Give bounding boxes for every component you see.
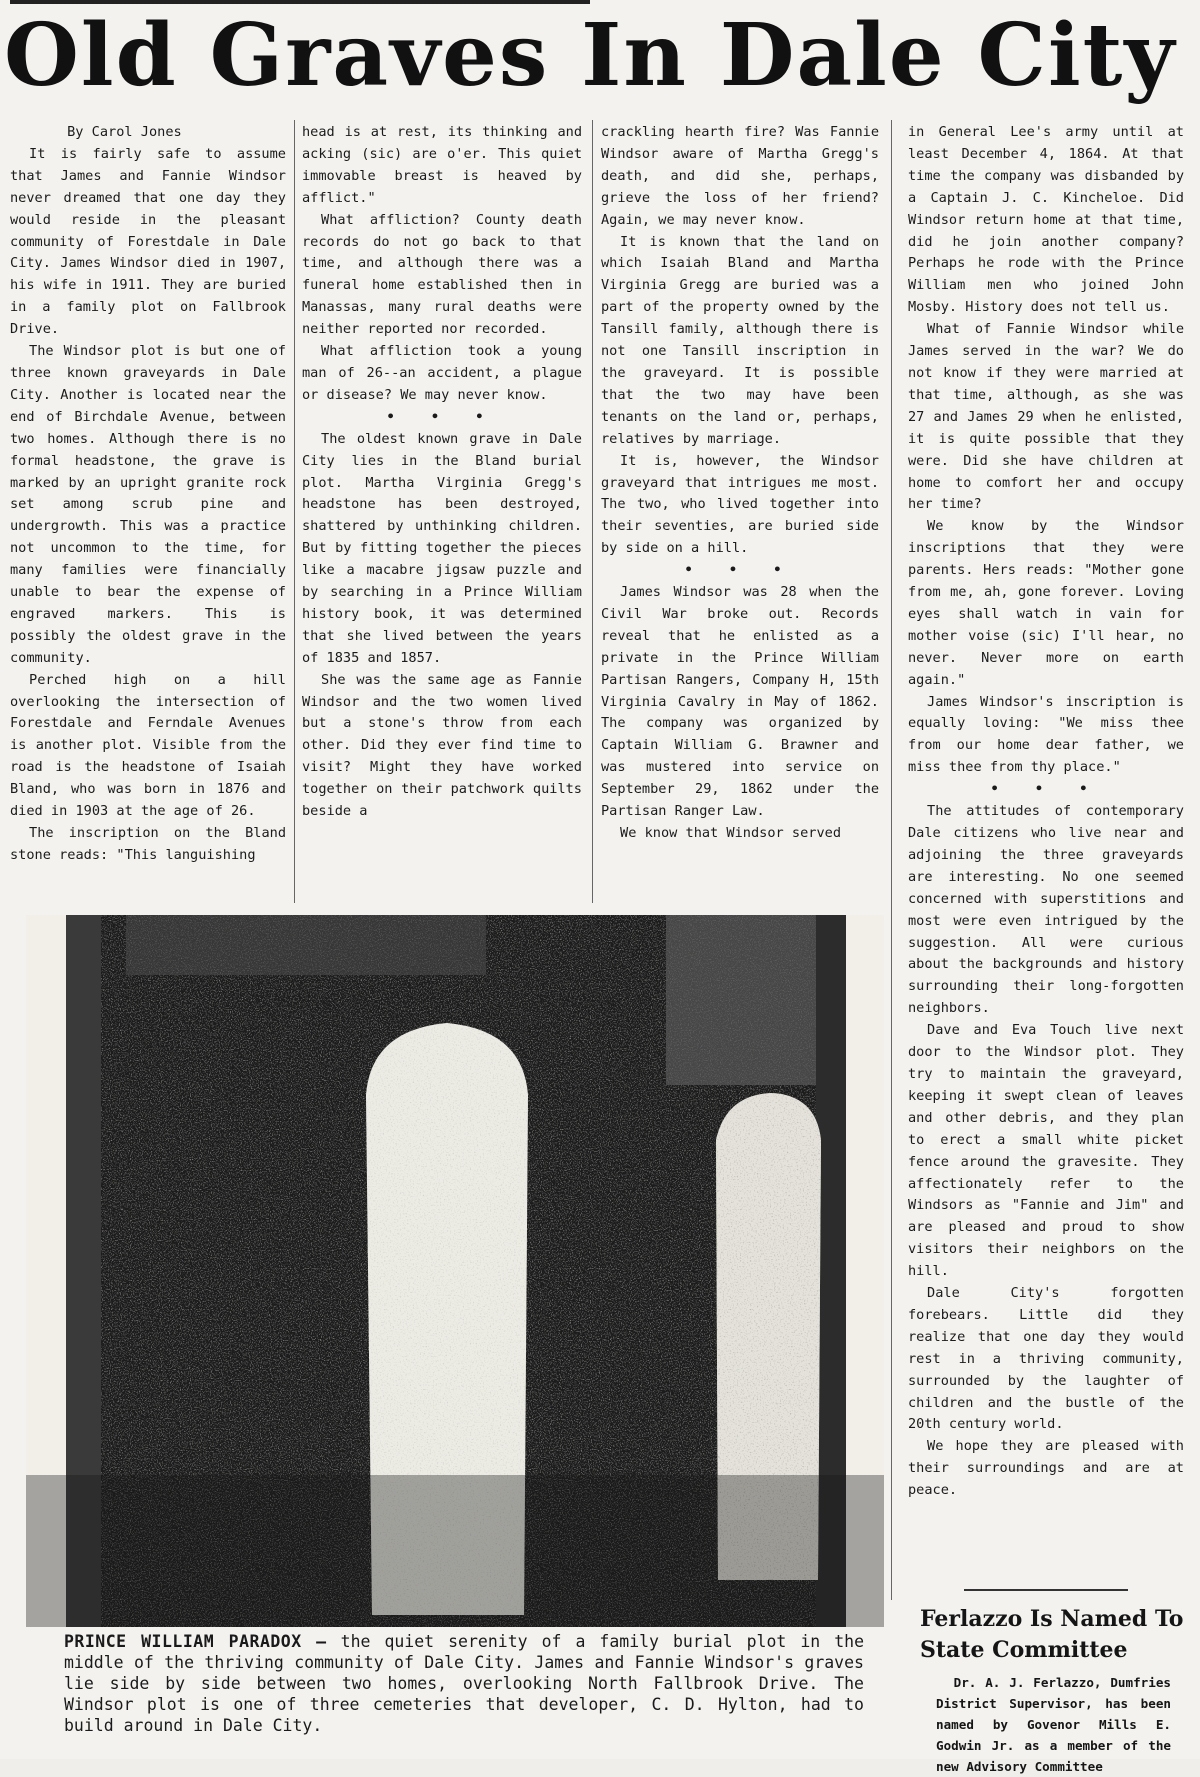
- article-column-3: [601, 122, 879, 905]
- paragraph: The attitudes of contemporary Dale citizens who live near and adjoining the three graveyards are interesting. No one seemed concerned with superstitions and most were even intrigued by the suggestion. All were curious about the backgrounds and history surrounding their long-forgotten neighbors.: [908, 803, 1184, 1017]
- paragraph: in General Lee's army until at least December 4, 1864. At that time the company was disbanded by a Captain J. C. Kincheloe. Did Windsor return home at that time, did he join another company? Perhaps he rode with the Prince William men who joined John Mosby. History does not tell us.: [908, 124, 1184, 316]
- paragraph: The inscription on the Bland stone reads: "This languishing: [10, 825, 286, 863]
- sidebar-story-body: [936, 1672, 1171, 1774]
- paragraph: It is, however, the Windsor graveyard that intrigues me most. The two, who lived together into their seventies, are buried side by side on a hill.: [601, 452, 879, 557]
- paragraph: It is fairly safe to assume that James and Fannie Windsor never dreamed that one day they would reside in the pleasant community of Forestdale in Dale City. James Windsor died in 1907, his wife in 1911. They are buried in a family plot on Fallbrook Drive.: [10, 145, 286, 338]
- paragraph: It is known that the land on which Isaiah Bland and Martha Virginia Gregg are buried was a part of the property owned by the Tansill family, although there is not one Tansill inscription in the graveyard. It is possible that the two may have been tenants on the land or, perhaps, relatives by marriage.: [601, 233, 879, 447]
- paragraph: The oldest known grave in Dale City lies in the Bland burial plot. Martha Virginia Gregg's headstone has been destroyed, shattered by unthinking children. But by fitting together the pieces like a macabre jigsaw puzzle and by searching in a Prince William history book, it was determined that she lived between the years of 1835 and 1857.: [302, 430, 582, 666]
- paragraph: Dr. A. J. Ferlazzo, Dumfries District Supervisor, has been named by Govenor Mills E. Godwin Jr. as a member of the new Advisory Committee: [936, 1675, 1171, 1774]
- paragraph: The Windsor plot is but one of three known graveyards in Dale City. Another is located near the end of Birchdale Avenue, between two homes. Although there is no formal headstone, the grave is marked by an upright granite rock set among scrub pine and undergrowth. This was a practice not uncommon to the time, for many families were financially unable to bear the expense of engraved markers. This is possibly the oldest grave in the community.: [10, 343, 286, 666]
- section-separator: • • •: [684, 562, 796, 579]
- paragraph: crackling hearth fire? Was Fannie Windsor aware of Martha Gregg's death, and did she, perhaps, grieve the loss of her friend? Again, we may never know.: [601, 124, 879, 228]
- paragraph: What affliction took a young man of 26--an accident, a plague or disease? We may never know.: [302, 343, 582, 403]
- column-divider: [592, 120, 593, 903]
- section-separator: • • •: [386, 408, 498, 425]
- article-column-2: [302, 122, 582, 905]
- paragraph: She was the same age as Fannie Windsor and the two women lived but a stone's throw from each other. Did they ever find time to visit? Might they have worked together on their patchwork quilts beside a: [302, 671, 582, 820]
- article-column-4: [908, 122, 1184, 1572]
- paragraph: head is at rest, its thinking and acking (sic) are o'er. This quiet immovable breast is heaved by afflict.": [302, 124, 582, 206]
- caption-title: PRINCE WILLIAM PARADOX —: [64, 1632, 327, 1651]
- top-rule: [10, 0, 590, 4]
- paragraph: We know that Windsor served: [620, 825, 842, 841]
- photo-caption: [64, 1631, 864, 1749]
- section-separator: • • •: [990, 781, 1102, 798]
- paragraph: Dale City's forgotten forebears. Little did they realize that one day they would rest in a thriving community, surrounded by the laughter of children and the bustle of the 20th century world.: [908, 1285, 1184, 1433]
- paragraph: What affliction? County death records do not go back to that time, and although there was a funeral home established then in Manassas, many rural deaths were neither reported nor recorded.: [302, 211, 582, 338]
- paragraph: James Windsor was 28 when the Civil War broke out. Records reveal that he enlisted as a private in the Prince William Partisan Rangers, Company H, 15th Virginia Cavalry in May of 1862. The company was organized by Captain William G. Brawner and was mustered into service on September 29, 1862 under the Partisan Ranger Law.: [601, 584, 879, 820]
- article-column-1: [10, 122, 286, 905]
- paragraph: Perched high on a hill overlooking the intersection of Forestdale and Ferndale Avenues is another plot. Visible from the road is the headstone of Isaiah Bland, who was born in 1876 and died in 1903 at the age of 26.: [10, 671, 286, 820]
- column-divider: [294, 120, 295, 903]
- caption-text: the quiet serenity of a family burial plot in the middle of the thriving community of Dale City. James and Fannie Windsor's graves lie side by side between two homes, overlooking North Fallbrook Drive. The Windsor plot is one of three cemeteries that developer, C. D. Hylton, had to build around in Dale City.: [64, 1632, 865, 1735]
- byline: By Carol Jones: [67, 124, 182, 140]
- paragraph: Dave and Eva Touch live next door to the Windsor plot. They try to maintain the graveyard, keeping it swept clean of leaves and other debris, and they plan to erect a small white picket fence around the gravesite. They affectionately refer to the Windsors as "Fannie and Jim" and are pleased and proud to show visitors their neighbors on the hill.: [908, 1022, 1184, 1280]
- sidebar-headline: Ferlazzo Is Named To State Committee: [920, 1606, 1184, 1663]
- column-divider: [891, 120, 892, 1600]
- sidebar-rule: [964, 1589, 1128, 1591]
- headline: Old Graves In Dale City: [4, 5, 1177, 106]
- headstones-image: [26, 915, 884, 1627]
- grave-photo: [26, 915, 884, 1627]
- paragraph: What of Fannie Windsor while James served in the war? We do not know if they were married at that time, although, as she was 27 and James 29 when he enlisted, it is quite possible that they were. Did she have children at home to comfort her and occupy her time?: [908, 321, 1184, 513]
- paragraph: We hope they are pleased with their surroundings and are at peace.: [908, 1438, 1184, 1499]
- paragraph: James Windsor's inscription is equally loving: "We miss thee from our home dear father, we miss thee from thy place.": [908, 693, 1184, 776]
- paragraph: We know by the Windsor inscriptions that they were parents. Hers reads: "Mother gone from me, ah, gone forever. Loving eyes shall watch in vain for mother voise (sic) I'll hear, no never. Never more on earth again.": [908, 518, 1184, 688]
